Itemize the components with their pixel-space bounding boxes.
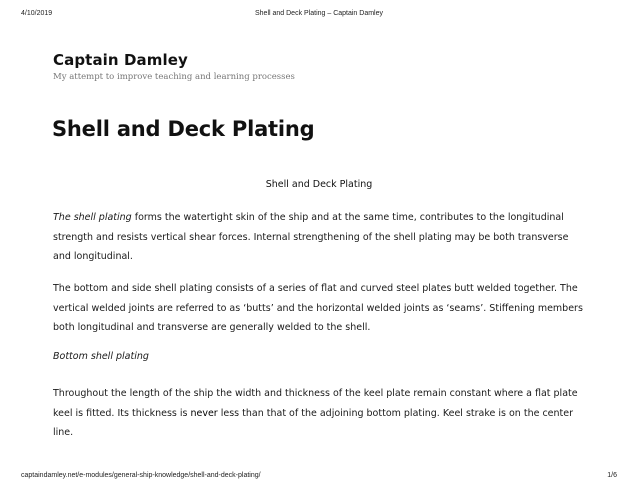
paragraph-lead-italic: The shell plating: [53, 212, 132, 223]
paragraph-shell-plating: [53, 208, 583, 267]
paragraph-keel-plate: [53, 384, 583, 443]
site-tagline: My attempt to improve teaching and learning processes: [53, 72, 295, 82]
print-date: 4/10/2019: [21, 10, 53, 17]
print-header: [21, 10, 617, 22]
print-footer: [21, 472, 617, 484]
paragraph-text: forms the watertight skin of the ship and at the same time, contributes to the longitudinal strength and resists vertical shear forces. Internal strengthening of the shell plating may be both transverse and longitudinal.: [53, 212, 569, 262]
print-url: captaindamley.net/e-modules/general-ship-knowledge/shell-and-deck-plating/: [21, 472, 261, 479]
paragraph-text-after: less than that of the adjoining bottom plating. Keel strake is on the center line.: [53, 407, 574, 438]
paragraph-bottom-side-plating: The bottom and side shell plating consists of a series of flat and curved steel plates butt welded together. The vertical welded joints are referred to as ‘butts’ and the horizontal welded joints as ‘seams’. Stiffening members both longitudinal and transverse are generally welded to the shell.: [53, 283, 583, 333]
print-page-number: 1/6: [607, 472, 617, 479]
paragraph-emphasis: never: [190, 407, 218, 419]
subheading-bottom-shell-plating: [53, 347, 583, 367]
subheading-text: Bottom shell plating: [53, 351, 149, 362]
print-document-title: Shell and Deck Plating – Captain Damley: [254, 10, 383, 17]
paragraph-text-before: Throughout the length of the ship the width and thickness of the keel plate remain constant where a flat plate keel is fitted. Its thickness is: [53, 388, 578, 419]
site-title[interactable]: Captain Damley: [53, 51, 188, 69]
page-title: Shell and Deck Plating: [52, 117, 315, 141]
article-centered-heading: Shell and Deck Plating: [265, 179, 373, 190]
